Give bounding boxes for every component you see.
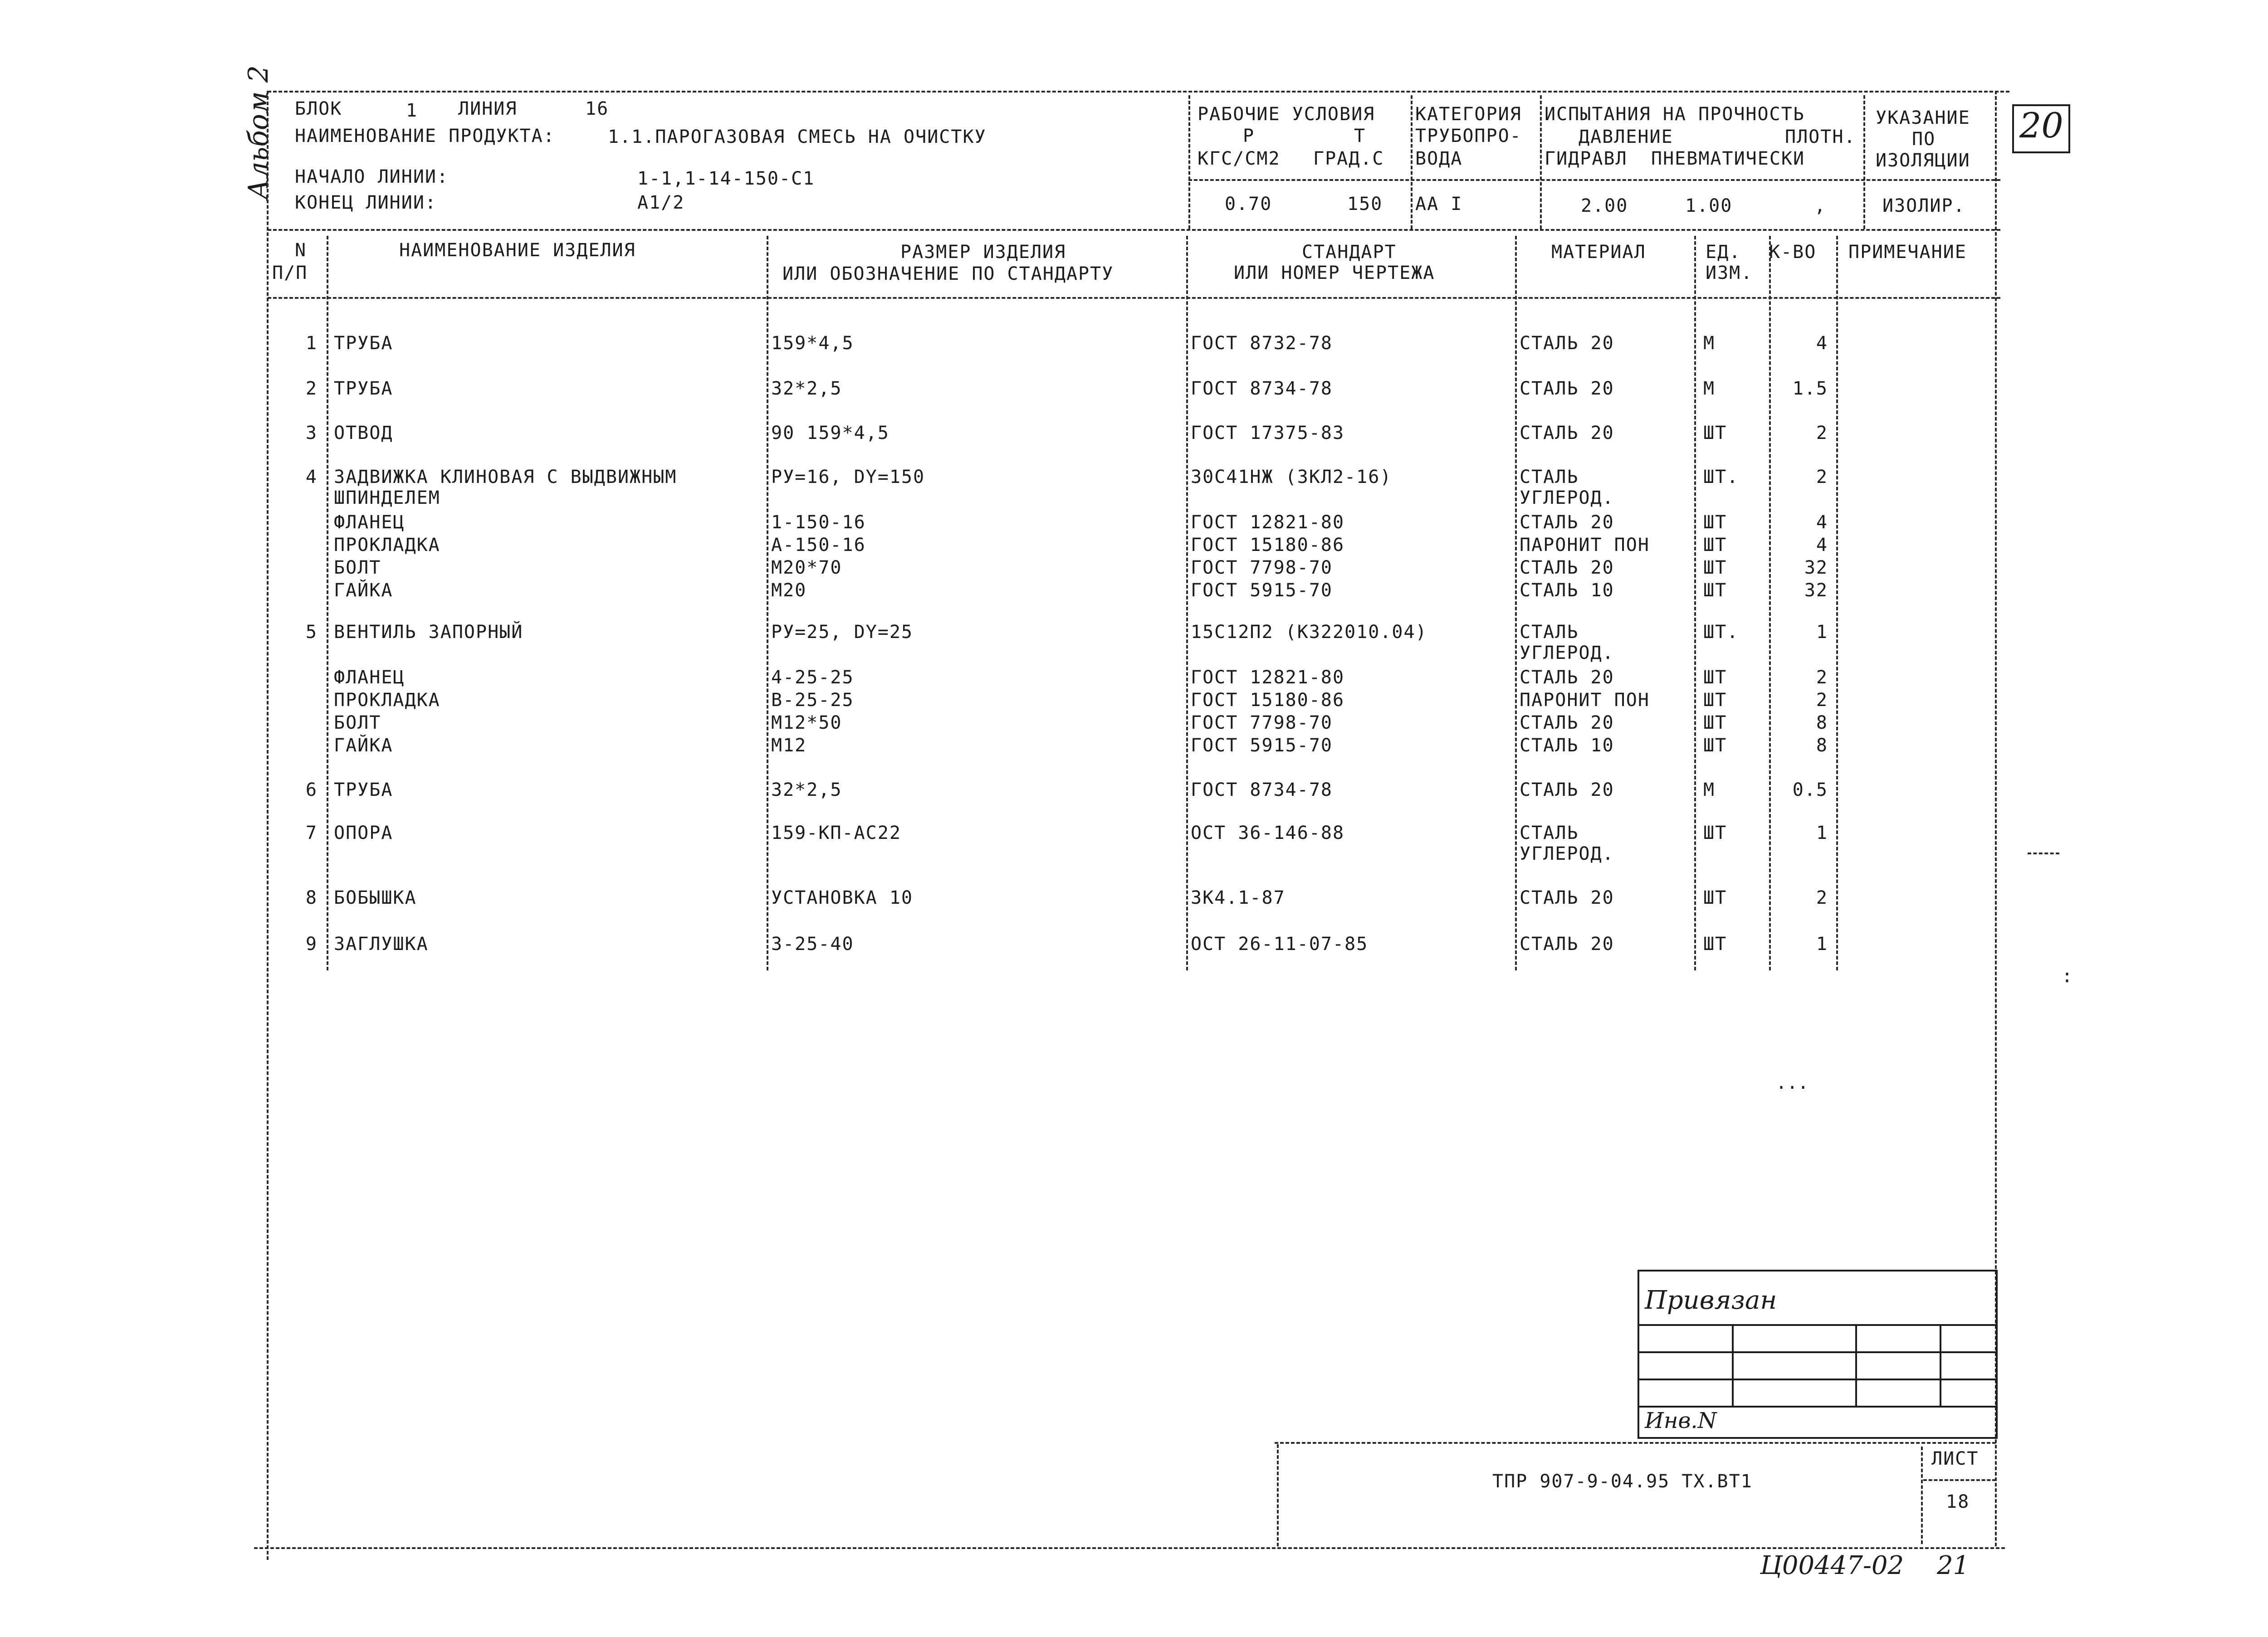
frame-bottom xyxy=(254,1547,2005,1549)
stray-dot-right: : xyxy=(2062,966,2073,987)
frame-left xyxy=(267,91,269,1560)
row-name: ТРУБА xyxy=(334,780,393,800)
row-unit: М xyxy=(1703,333,1716,354)
row-name: БОЛТ xyxy=(334,557,381,578)
row-name: ГАЙКА xyxy=(334,580,393,601)
album-side-label: Альбом 2 xyxy=(243,65,274,200)
row-standard: ГОСТ 15180-86 xyxy=(1191,535,1345,555)
test-title: ИСПЫТАНИЯ НА ПРОЧНОСТЬ xyxy=(1545,104,1805,125)
row-qty: 1 xyxy=(1816,823,1828,843)
row-size: РУ=16, DY=150 xyxy=(771,467,925,487)
row-material: СТАЛЬ 20 xyxy=(1520,934,1614,955)
row-standard: 30С41НЖ (ЗКЛ2-16) xyxy=(1191,467,1392,487)
col-note: ПРИМЕЧАНИЕ xyxy=(1848,242,1967,263)
row-material: СТАЛЬ 20 xyxy=(1520,423,1614,443)
row-qty: 32 xyxy=(1804,557,1828,578)
row-size: М20*70 xyxy=(771,557,842,578)
sheet-label: ЛИСТ xyxy=(1931,1448,1979,1469)
row-name: ВЕНТИЛЬ ЗАПОРНЫЙ xyxy=(334,622,523,643)
stamp-vline-1 xyxy=(1732,1324,1734,1406)
start-label: НАЧАЛО ЛИНИИ: xyxy=(295,166,449,187)
row-standard: ГОСТ 5915-70 xyxy=(1191,580,1333,601)
row-qty: 8 xyxy=(1816,712,1828,733)
density-value: , xyxy=(1814,195,1827,216)
p-unit: КГС/СМ2 xyxy=(1198,148,1281,169)
row-unit: ШТ xyxy=(1703,712,1727,733)
footer-handwritten-code: Ц00447-02 xyxy=(1760,1551,1904,1580)
titleblock-sheet-sep xyxy=(1921,1447,1923,1544)
insulation-title-2: ПО xyxy=(1912,129,1936,150)
block-label: БЛОК xyxy=(295,98,342,119)
row-size: 3-25-40 xyxy=(771,934,854,955)
row-name: БОБЫШКА xyxy=(334,887,417,908)
row-standard: ГОСТ 8734-78 xyxy=(1191,378,1333,399)
inv-label: Инв.N xyxy=(1645,1408,1717,1433)
row-qty: 4 xyxy=(1816,512,1828,533)
row-name: ЗАГЛУШКА xyxy=(334,934,429,955)
start-value: 1-1,1-14-150-С1 xyxy=(637,168,815,189)
row-material-cont: УГЛЕРОД. xyxy=(1520,843,1614,864)
row-size: А-150-16 xyxy=(771,535,866,555)
row-unit: ШТ xyxy=(1703,934,1727,955)
row-standard: ГОСТ 17375-83 xyxy=(1191,423,1345,443)
row-name-cont: ШПИНДЕЛЕМ xyxy=(334,487,440,508)
row-material: СТАЛЬ 20 xyxy=(1520,667,1614,688)
row-name: ГАЙКА xyxy=(334,735,393,756)
row-name: ПРОКЛАДКА xyxy=(334,690,440,711)
t-label: Т xyxy=(1354,126,1366,146)
row-material: СТАЛЬ 20 xyxy=(1520,557,1614,578)
row-unit: ШТ. xyxy=(1703,622,1739,643)
pressure-label: ДАВЛЕНИЕ xyxy=(1579,127,1673,147)
pneumatic-value: 1.00 xyxy=(1685,195,1733,216)
row-name: ФЛАНЕЦ xyxy=(334,667,405,688)
row-size: УСТАНОВКА 10 xyxy=(771,887,913,908)
row-unit: ШТ xyxy=(1703,690,1727,711)
end-value: А1/2 xyxy=(637,192,685,213)
row-qty: 1 xyxy=(1816,622,1828,643)
row-num: 2 xyxy=(305,378,318,399)
row-size: В-25-25 xyxy=(771,690,854,711)
titleblock-sheet-line xyxy=(1923,1479,1996,1481)
end-label: КОНЕЦ ЛИНИИ: xyxy=(295,192,437,213)
category-value: АА I xyxy=(1415,194,1463,214)
col-size-1: РАЗМЕР ИЗДЕЛИЯ xyxy=(900,242,1066,263)
row-num: 7 xyxy=(305,823,318,843)
row-size: 1-150-16 xyxy=(771,512,866,533)
hdr-vsep-test xyxy=(1540,95,1542,229)
row-standard: ГОСТ 12821-80 xyxy=(1191,512,1345,533)
row-qty: 8 xyxy=(1816,735,1828,756)
row-qty: 2 xyxy=(1816,467,1828,487)
row-material: ПАРОНИТ ПОН xyxy=(1520,535,1650,555)
row-standard: ГОСТ 8734-78 xyxy=(1191,780,1333,800)
row-unit: ШТ xyxy=(1703,512,1727,533)
row-material: СТАЛЬ 10 xyxy=(1520,580,1614,601)
row-name: ТРУБА xyxy=(334,378,393,399)
row-standard: ГОСТ 15180-86 xyxy=(1191,690,1345,711)
t-value: 150 xyxy=(1347,194,1383,214)
work-cond-title: РАБОЧИЕ УСЛОВИЯ xyxy=(1198,104,1375,125)
stamp-line-2 xyxy=(1637,1351,1996,1353)
row-size: РУ=25, DY=25 xyxy=(771,622,913,643)
footer-page-number: 21 xyxy=(1937,1551,1970,1580)
row-material: СТАЛЬ 20 xyxy=(1520,712,1614,733)
frame-top xyxy=(268,91,2009,93)
colhead-bottom-line xyxy=(268,297,2000,299)
col-num-1: N xyxy=(295,240,307,261)
col-std-1: СТАНДАРТ xyxy=(1302,242,1397,263)
row-qty: 4 xyxy=(1816,535,1828,555)
row-name: ПРОКЛАДКА xyxy=(334,535,440,555)
row-unit: ШТ xyxy=(1703,557,1727,578)
row-qty: 2 xyxy=(1816,667,1828,688)
row-standard: ГОСТ 7798-70 xyxy=(1191,557,1333,578)
stray-mark-right xyxy=(2028,853,2059,854)
row-size: 159*4,5 xyxy=(771,333,854,354)
header-bottom-line xyxy=(268,229,2000,231)
insulation-title-1: УКАЗАНИЕ xyxy=(1876,107,1970,128)
col-sep-unit xyxy=(1769,236,1771,970)
stamp-vline-2 xyxy=(1855,1324,1857,1406)
row-standard: ОСТ 36-146-88 xyxy=(1191,823,1345,843)
row-unit: ШТ. xyxy=(1703,467,1739,487)
product-label: НАИМЕНОВАНИЕ ПРОДУКТА: xyxy=(295,126,555,146)
titleblock-left xyxy=(1277,1444,1279,1546)
stray-dots-mid: ... xyxy=(1776,1072,1809,1093)
row-unit: ШТ xyxy=(1703,580,1727,601)
col-sep-qty xyxy=(1836,236,1838,970)
row-unit: ШТ xyxy=(1703,535,1727,555)
col-name: НАИМЕНОВАНИЕ ИЗДЕЛИЯ xyxy=(399,240,636,261)
row-material: ПАРОНИТ ПОН xyxy=(1520,690,1650,711)
row-qty: 2 xyxy=(1816,423,1828,443)
row-material: СТАЛЬ xyxy=(1520,823,1579,843)
row-num: 5 xyxy=(305,622,318,643)
row-size: М20 xyxy=(771,580,807,601)
col-std-2: ИЛИ НОМЕР ЧЕРТЕЖА xyxy=(1234,263,1435,283)
row-standard: 15С12П2 (КЗ22010.04) xyxy=(1191,622,1427,643)
product-value: 1.1.ПАРОГАЗОВАЯ СМЕСЬ НА ОЧИСТКУ xyxy=(608,127,987,147)
row-unit: М xyxy=(1703,378,1716,399)
row-unit: ШТ xyxy=(1703,823,1727,843)
row-unit: ШТ xyxy=(1703,667,1727,688)
category-title-2: ТРУБОПРО- xyxy=(1415,126,1522,146)
row-material: СТАЛЬ 20 xyxy=(1520,333,1614,354)
row-name: ФЛАНЕЦ xyxy=(334,512,405,533)
hydraulic-label: ГИДРАВЛ xyxy=(1545,148,1628,169)
block-value: 1 xyxy=(406,100,418,121)
col-qty: К-ВО xyxy=(1769,242,1817,263)
stamp-vline-3 xyxy=(1940,1324,1941,1406)
line-label: ЛИНИЯ xyxy=(458,98,518,119)
row-qty: 32 xyxy=(1804,580,1828,601)
density-label: ПЛОТН. xyxy=(1785,127,1856,147)
row-size: 4-25-25 xyxy=(771,667,854,688)
col-sep-size xyxy=(1186,236,1188,970)
row-qty: 1 xyxy=(1816,934,1828,955)
row-qty: 2 xyxy=(1816,887,1828,908)
row-name: ЗАДВИЖКА КЛИНОВАЯ С ВЫДВИЖНЫМ xyxy=(334,467,677,487)
row-standard: ОСТ 26-11-07-85 xyxy=(1191,934,1369,955)
row-size: 32*2,5 xyxy=(771,378,842,399)
row-size: 32*2,5 xyxy=(771,780,842,800)
col-sep-num xyxy=(327,236,328,970)
row-size: М12 xyxy=(771,735,807,756)
row-num: 1 xyxy=(305,333,318,354)
titleblock-top xyxy=(1275,1442,1996,1444)
row-material: СТАЛЬ 20 xyxy=(1520,780,1614,800)
col-material: МАТЕРИАЛ xyxy=(1551,242,1646,263)
col-sep-std xyxy=(1515,236,1517,970)
header-mid-line xyxy=(1188,179,2000,181)
col-unit-2: ИЗМ. xyxy=(1706,263,1753,283)
row-num: 8 xyxy=(305,887,318,908)
row-material: СТАЛЬ xyxy=(1520,467,1579,487)
row-standard: ГОСТ 5915-70 xyxy=(1191,735,1333,756)
insulation-value: ИЗОЛИР. xyxy=(1882,195,1965,216)
pneumatic-label: ПНЕВМАТИЧЕСКИ xyxy=(1651,148,1805,169)
t-unit: ГРАД.С xyxy=(1313,148,1384,169)
insulation-title-3: ИЗОЛЯЦИИ xyxy=(1876,150,1970,171)
hdr-vsep-insul xyxy=(1863,95,1865,229)
row-unit: ШТ xyxy=(1703,735,1727,756)
line-value: 16 xyxy=(585,98,609,119)
col-unit-1: ЕД. xyxy=(1706,242,1741,263)
p-label: Р xyxy=(1243,126,1255,146)
p-value: 0.70 xyxy=(1225,194,1272,214)
row-num: 6 xyxy=(305,780,318,800)
row-material-cont: УГЛЕРОД. xyxy=(1520,643,1614,663)
row-num: 4 xyxy=(305,467,318,487)
row-material-cont: УГЛЕРОД. xyxy=(1520,487,1614,508)
row-name: ТРУБА xyxy=(334,333,393,354)
row-qty: 2 xyxy=(1816,690,1828,711)
row-name: БОЛТ xyxy=(334,712,381,733)
col-size-2: ИЛИ ОБОЗНАЧЕНИЕ ПО СТАНДАРТУ xyxy=(782,263,1114,284)
row-material: СТАЛЬ 20 xyxy=(1520,512,1614,533)
row-material: СТАЛЬ 10 xyxy=(1520,735,1614,756)
sheet-value: 18 xyxy=(1946,1491,1970,1512)
row-material: СТАЛЬ 20 xyxy=(1520,887,1614,908)
row-material: СТАЛЬ 20 xyxy=(1520,378,1614,399)
row-qty: 4 xyxy=(1816,333,1828,354)
stamp-line-1 xyxy=(1637,1324,1996,1326)
row-unit: ШТ xyxy=(1703,423,1727,443)
col-num-2: П/П xyxy=(272,263,308,283)
hydraulic-value: 2.00 xyxy=(1581,195,1628,216)
hdr-vsep-workcond xyxy=(1188,95,1190,229)
row-size: 159-КП-АС22 xyxy=(771,823,901,843)
row-qty: 1.5 xyxy=(1792,378,1828,399)
row-unit: М xyxy=(1703,780,1716,800)
row-num: 3 xyxy=(305,423,318,443)
row-name: ОПОРА xyxy=(334,823,393,843)
stamp-line-4 xyxy=(1637,1406,1996,1408)
row-standard: ГОСТ 8732-78 xyxy=(1191,333,1333,354)
row-standard: ГОСТ 12821-80 xyxy=(1191,667,1345,688)
row-size: 90 159*4,5 xyxy=(771,423,890,443)
hdr-vsep-category xyxy=(1411,95,1413,229)
row-standard: ГОСТ 7798-70 xyxy=(1191,712,1333,733)
row-unit: ШТ xyxy=(1703,887,1727,908)
row-standard: 3К4.1-87 xyxy=(1191,887,1286,908)
sheet-number-value: 20 xyxy=(2019,105,2063,146)
row-size: М12*50 xyxy=(771,712,842,733)
privyazan-label: Привязан xyxy=(1645,1286,1777,1315)
row-qty: 0.5 xyxy=(1792,780,1828,800)
col-sep-name xyxy=(767,236,768,970)
stamp-line-3 xyxy=(1637,1379,1996,1380)
row-material: СТАЛЬ xyxy=(1520,622,1579,643)
category-title-3: ВОДА xyxy=(1415,148,1463,169)
category-title-1: КАТЕГОРИЯ xyxy=(1415,104,1522,125)
row-name: ОТВОД xyxy=(334,423,393,443)
doc-code: ТПР 907-9-04.95 ТХ.ВТ1 xyxy=(1492,1471,1753,1492)
row-num: 9 xyxy=(305,934,318,955)
col-sep-material xyxy=(1694,236,1696,970)
